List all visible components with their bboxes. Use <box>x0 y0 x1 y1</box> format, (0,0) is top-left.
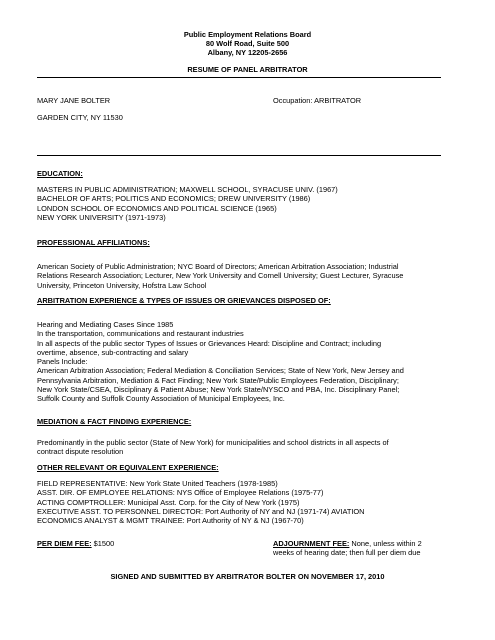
affiliations-line: University, Princeton University, Hofstra Law School <box>37 280 207 290</box>
mediation-line: contract dispute resolution <box>37 447 124 457</box>
education-list <box>37 185 441 222</box>
affiliations-line: American Society of Public Administration; NYC Board of Directors; American Arbitration Association; Industrial <box>37 262 399 271</box>
header-divider <box>37 77 441 78</box>
education-line: BACHELOR OF ARTS; POLITICS AND ECONOMICS; DREW UNIVERSITY (1986) <box>37 194 311 204</box>
experience-line: In all aspects of the public sector Types of Issues or Grievances Heard: Discipline and Contract; including <box>37 338 382 348</box>
adjournment-fee <box>273 539 422 548</box>
other-line: EXECUTIVE ASST. TO PERSONNEL DIRECTOR: Port Authority of NY and NJ (1971-74) AVIATION <box>37 506 365 516</box>
experience-line: American Arbitration Association; Federal Mediation & Conciliation Services; State of New York, New Jersey and <box>37 366 404 376</box>
affiliations-line: Relations Research Association; Lecturer, New York University and Cornell University; Guest Lecturer, Syracuse <box>37 271 404 281</box>
education-heading: EDUCATION: <box>37 169 83 178</box>
agency-city: Albany, NY 12205-2656 <box>207 48 288 57</box>
person-divider <box>37 155 441 156</box>
other-line: ACTING COMPTROLLER: Municipal Asst. Corp. for the City of New York (1975) <box>37 497 300 507</box>
experience-line: In the transportation, communications and restaurant industries <box>37 329 244 339</box>
affiliations-text <box>37 262 441 290</box>
other-line: ECONOMICS ANALYST & MGMT TRAINEE: Port Authority of NY & NJ (1967-70) <box>37 516 304 526</box>
education-line: MASTERS IN PUBLIC ADMINISTRATION; MAXWELL SCHOOL, SYRACUSE UNIV. (1967) <box>37 185 338 194</box>
per-diem-label: PER DIEM FEE: <box>37 539 92 548</box>
other-line: FIELD REPRESENTATIVE: New York State United Teachers (1978-1985) <box>37 479 278 488</box>
per-diem-fee <box>37 539 114 548</box>
experience-line: Panels Include: <box>37 357 88 367</box>
experience-heading: ARBITRATION EXPERIENCE & TYPES OF ISSUES OR GRIEVANCES DISPOSED OF: <box>37 296 331 305</box>
experience-line: New York State/CSEA, Disciplinary & Patient Abuse; New York State/NYSCO and PBA, Inc. Disciplinary Panel; <box>37 385 400 395</box>
experience-line: Suffolk County and Suffolk County Association of Municipal Employees, Inc. <box>37 394 285 404</box>
agency-address: 80 Wolf Road, Suite 500 <box>205 39 290 48</box>
experience-line: Pennsylvania Arbitration, Mediation & Fact Finding; New York State/Public Employees Federation, Disciplinary; <box>37 375 399 385</box>
adjournment-value-cont: weeks of hearing date; then full per diem due <box>273 548 421 557</box>
occupation: Occupation: ARBITRATOR <box>273 96 362 105</box>
mediation-heading: MEDIATION & FACT FINDING EXPERIENCE: <box>37 417 192 426</box>
adjournment-value: None, unless within 2 <box>349 539 422 548</box>
experience-line: Hearing and Mediating Cases Since 1985 <box>37 320 174 329</box>
education-line: NEW YORK UNIVERSITY (1971-1973) <box>37 212 166 222</box>
other-heading: OTHER RELEVANT OR EQUIVALENT EXPERIENCE: <box>37 463 219 472</box>
other-text <box>37 479 441 525</box>
education-line: LONDON SCHOOL OF ECONOMICS AND POLITICAL SCIENCE (1965) <box>37 203 277 213</box>
location: GARDEN CITY, NY 11530 <box>37 113 123 122</box>
signature-line: SIGNED AND SUBMITTED BY ARBITRATOR BOLTER ON NOVEMBER 17, 2010 <box>110 572 385 581</box>
other-line: ASST. DIR. OF EMPLOYEE RELATIONS: NYS Office of Employee Relations (1975-77) <box>37 488 324 498</box>
mediation-text <box>37 438 441 457</box>
experience-line: overtime, absence, sub-contracting and salary <box>37 347 189 357</box>
agency-name: Public Employment Relations Board <box>183 30 312 39</box>
arbitrator-name: MARY JANE BOLTER <box>37 96 111 105</box>
adjournment-label: ADJOURNMENT FEE: <box>273 539 350 548</box>
mediation-line: Predominantly in the public sector (State of New York) for municipalities and school districts in all aspects of <box>37 438 389 447</box>
experience-text <box>37 320 441 404</box>
per-diem-value: $1500 <box>91 539 115 548</box>
affiliations-heading: PROFESSIONAL AFFILIATIONS: <box>37 238 150 247</box>
resume-title: RESUME OF PANEL ARBITRATOR <box>187 65 308 74</box>
